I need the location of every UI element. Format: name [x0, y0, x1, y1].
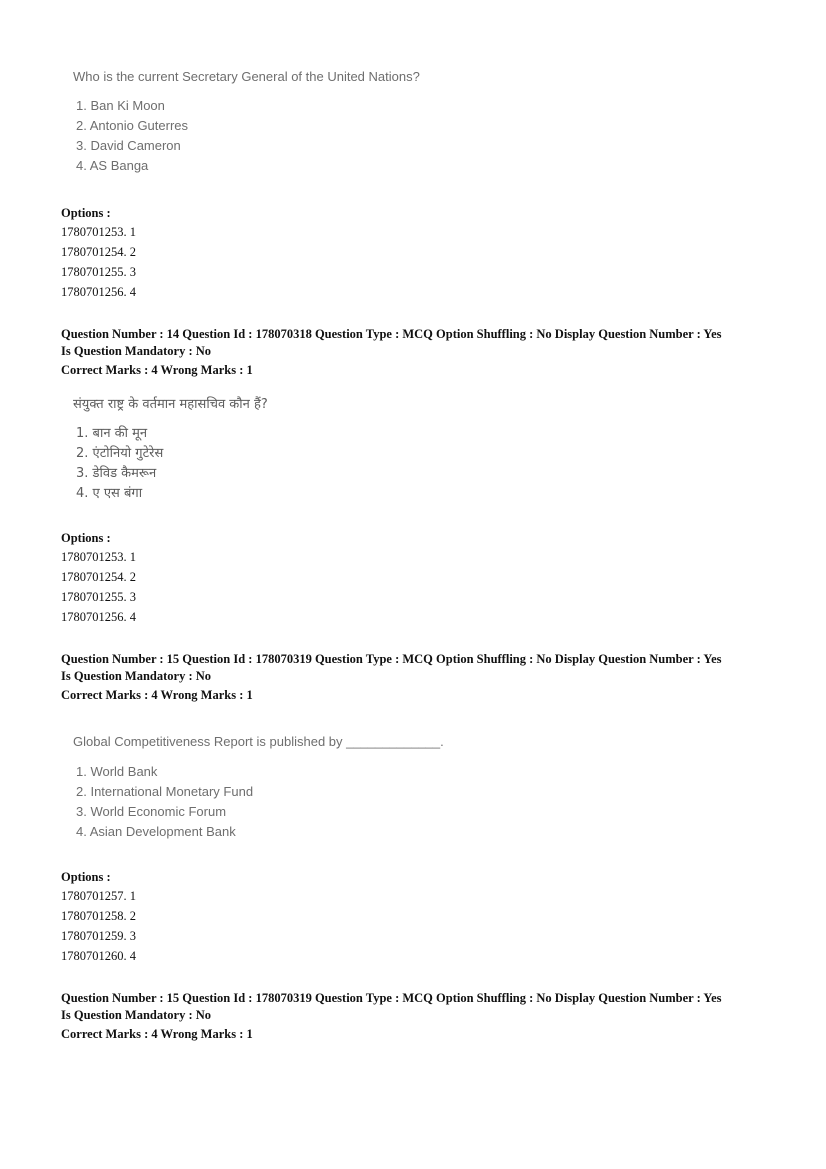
choice-item: 2. Antonio Guterres	[76, 118, 189, 133]
question-meta-q15	[61, 651, 771, 704]
question-text: Global Competitiveness Report is published by _____________.	[73, 734, 444, 749]
choice-item: 2. एंटोनियो गुटेरेस	[76, 446, 164, 461]
question-image-q14-hindi	[73, 394, 268, 504]
marks-line: Correct Marks : 4 Wrong Marks : 1	[61, 1027, 253, 1041]
choice-item: 3. David Cameron	[76, 138, 181, 153]
choice-item: 3. World Economic Forum	[76, 804, 227, 819]
choice-list	[76, 762, 444, 842]
option-row: 1780701260. 4	[61, 949, 136, 963]
choice-item: 2. International Monetary Fund	[76, 784, 254, 799]
mandatory-line: Is Question Mandatory : No	[61, 344, 212, 358]
question-meta-line: Question Number : 15 Question Id : 178070319 Question Type : MCQ Option Shuffling : No Display Question Number : Yes	[61, 652, 722, 666]
choice-list	[76, 424, 268, 504]
option-row: 1780701258. 2	[61, 909, 136, 923]
choice-item: 4. AS Banga	[76, 158, 149, 173]
question-meta-q15-hindi	[61, 990, 771, 1043]
question-meta-line: Question Number : 15 Question Id : 178070319 Question Type : MCQ Option Shuffling : No Display Question Number : Yes	[61, 991, 722, 1005]
question-image-q13-english	[73, 69, 420, 176]
choice-list	[76, 96, 420, 176]
options-label: Options :	[61, 206, 111, 220]
choice-item: 1. Ban Ki Moon	[76, 98, 165, 113]
question-meta-line: Question Number : 14 Question Id : 178070318 Question Type : MCQ Option Shuffling : No Display Question Number : Yes	[61, 327, 722, 341]
option-row: 1780701255. 3	[61, 265, 136, 279]
mandatory-line: Is Question Mandatory : No	[61, 1008, 212, 1022]
option-row: 1780701253. 1	[61, 550, 136, 564]
option-row: 1780701257. 1	[61, 889, 136, 903]
question-meta-q14	[61, 326, 771, 379]
option-row: 1780701256. 4	[61, 285, 136, 299]
options-block-q13	[61, 204, 136, 302]
options-label: Options :	[61, 531, 111, 545]
mandatory-line: Is Question Mandatory : No	[61, 669, 212, 683]
option-row: 1780701254. 2	[61, 570, 136, 584]
option-row: 1780701255. 3	[61, 590, 136, 604]
options-label: Options :	[61, 870, 111, 884]
options-block-q15	[61, 868, 136, 966]
question-image-q15-english	[73, 734, 444, 842]
question-text: संयुक्त राष्ट्र के वर्तमान महासचिव कौन हैं?	[73, 397, 268, 412]
marks-line: Correct Marks : 4 Wrong Marks : 1	[61, 688, 253, 702]
question-text: Who is the current Secretary General of the United Nations?	[73, 69, 420, 84]
option-row: 1780701253. 1	[61, 225, 136, 239]
option-row: 1780701256. 4	[61, 610, 136, 624]
option-row: 1780701254. 2	[61, 245, 136, 259]
choice-item: 1. World Bank	[76, 764, 158, 779]
choice-item: 1. बान की मून	[76, 426, 148, 441]
choice-item: 4. ए एस बंगा	[76, 486, 143, 501]
choice-item: 3. डेविड कैमरून	[76, 466, 157, 481]
options-block-q14	[61, 529, 136, 627]
choice-item: 4. Asian Development Bank	[76, 824, 236, 839]
marks-line: Correct Marks : 4 Wrong Marks : 1	[61, 363, 253, 377]
option-row: 1780701259. 3	[61, 929, 136, 943]
